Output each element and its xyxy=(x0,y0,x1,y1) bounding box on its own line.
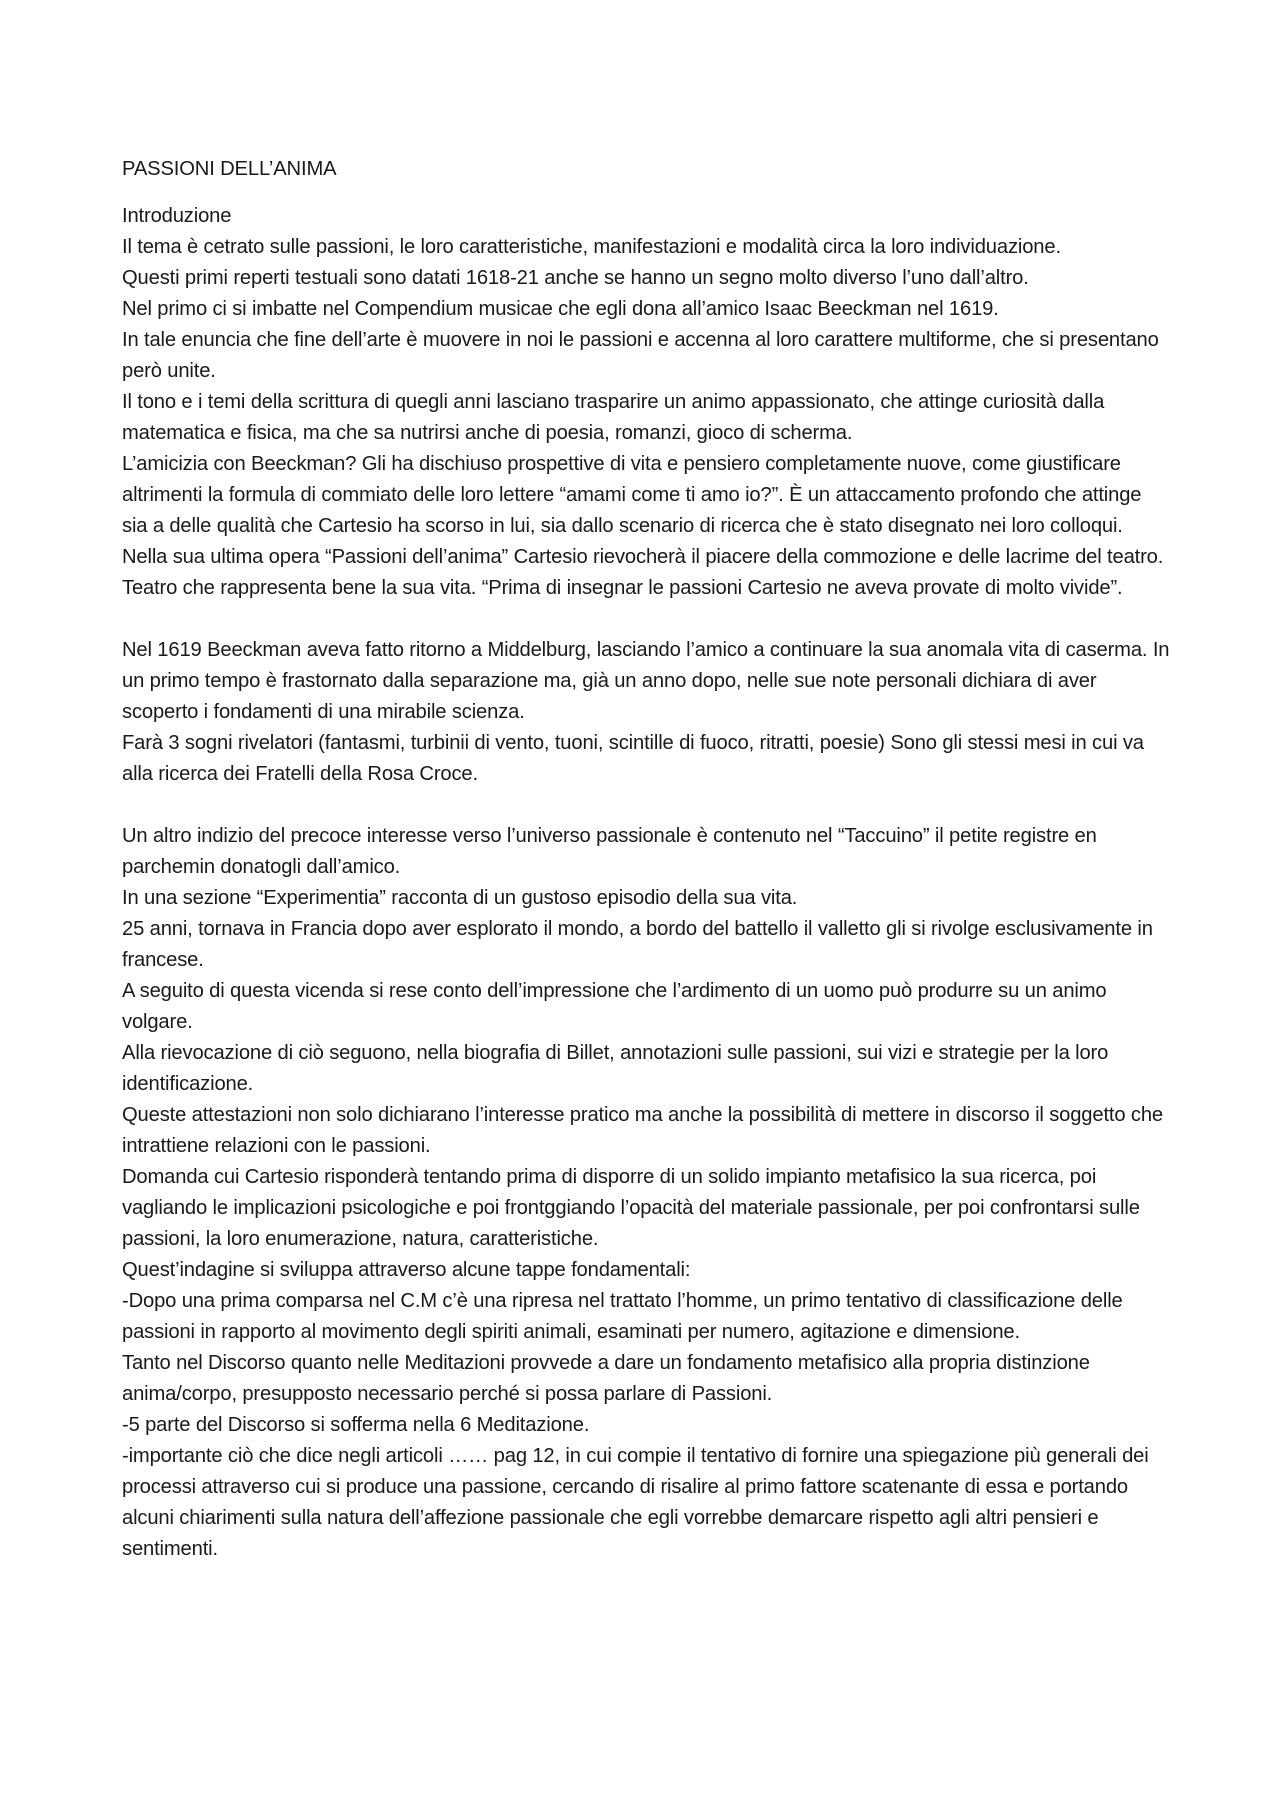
paragraph: Queste attestazioni non solo dichiarano l’interesse pratico ma anche la possibilità di mettere in discorso il soggetto che intrattiene relazioni con le passioni. xyxy=(122,1104,1164,1157)
paragraph: Un altro indizio del precoce interesse verso l’universo passionale è contenuto nel “Taccuino” il petite registre en parchemin donatogli dall’amico. xyxy=(122,825,1097,878)
blank-line xyxy=(122,604,1172,635)
document-title: PASSIONI DELL’ANIMA xyxy=(122,158,337,180)
paragraph: L’amicizia con Beeckman? Gli ha dischiuso prospettive di vita e pensiero completamente nuove, come giustificare altrimenti la formula di commiato delle loro lettere “amami come ti amo io?”. È un attaccamento profondo che attinge sia a delle qualità che Cartesio ha scorso in lui, sia dallo scenario di ricerca che è stato disegnato nei loro colloqui. xyxy=(122,453,1142,537)
paragraph: In una sezione “Experimentia” racconta di un gustoso episodio della sua vita. xyxy=(122,887,798,909)
paragraph: Il tono e i temi della scrittura di quegli anni lasciano trasparire un animo appassionato, che attinge curiosità dalla matematica e fisica, ma che sa nutrirsi anche di poesia, romanzi, gioco di scherma. xyxy=(122,391,1105,444)
paragraph: Nella sua ultima opera “Passioni dell’anima” Cartesio rievocherà il piacere della commozione e delle lacrime del teatro. Teatro che rappresenta bene la sua vita. “Prima di insegnar le passioni Cartesio ne aveva provate di molto vivide”. xyxy=(122,546,1164,599)
section-introduzione xyxy=(122,201,1172,604)
paragraph: 25 anni, tornava in Francia dopo aver esplorato il mondo, a bordo del battello il valletto gli si rivolge esclusivamente in francese. xyxy=(122,918,1153,971)
document-body xyxy=(122,154,1172,1565)
paragraph: In tale enuncia che fine dell’arte è muovere in noi le passioni e accenna al loro carattere multiforme, che si presentano però unite. xyxy=(122,329,1159,382)
paragraph: Nel primo ci si imbatte nel Compendium musicae che egli dona all’amico Isaac Beeckman nel 1619. xyxy=(122,298,999,320)
paragraph: Farà 3 sogni rivelatori (fantasmi, turbinii di vento, tuoni, scintille di fuoco, ritratti, poesie) Sono gli stessi mesi in cui va alla ricerca dei Fratelli della Rosa Croce. xyxy=(122,732,1144,785)
paragraph: -importante ciò che dice negli articoli …… pag 12, in cui compie il tentativo di fornire una spiegazione più generali dei processi attraverso cui si produce una passione, cercando di risalire al primo fattore scatenante di essa e portando alcuni chiarimenti sulla natura dell’affezione passionale che egli vorrebbe demarcare rispetto agli altri pensieri e sentimenti. xyxy=(122,1445,1149,1560)
paragraph: -Dopo una prima comparsa nel C.M c’è una ripresa nel trattato l’homme, un primo tentativo di classificazione delle passioni in rapporto al movimento degli spiriti animali, esaminati per numero, agitazione e dimensione. xyxy=(122,1290,1123,1343)
paragraph: Nel 1619 Beeckman aveva fatto ritorno a Middelburg, lasciando l’amico a continuare la sua anomala vita di caserma. In un primo tempo è frastornato dalla separazione ma, già un anno dopo, nelle sue note personali dichiara di aver scoperto i fondamenti di una mirabile scienza. xyxy=(122,639,1170,723)
paragraph: Introduzione xyxy=(122,205,232,227)
paragraph: Domanda cui Cartesio risponderà tentando prima di disporre di un solido impianto metafisico la sua ricerca, poi vagliando le implicazioni psicologiche e poi frontggiando l’opacità del materiale passionale, per poi confrontarsi sulle passioni, la loro enumerazione, natura, caratteristiche. xyxy=(122,1166,1140,1250)
paragraph: Alla rievocazione di ciò seguono, nella biografia di Billet, annotazioni sulle passioni, sui vizi e strategie per la loro identificazione. xyxy=(122,1042,1109,1095)
paragraph: Il tema è cetrato sulle passioni, le loro caratteristiche, manifestazioni e modalità circa la loro individuazione. xyxy=(122,236,1061,258)
paragraph: A seguito di questa vicenda si rese conto dell’impressione che l’ardimento di un uomo può produrre su un animo volgare. xyxy=(122,980,1107,1033)
paragraph: Tanto nel Discorso quanto nelle Meditazioni provvede a dare un fondamento metafisico alla propria distinzione anima/corpo, presupposto necessario perché si possa parlare di Passioni. xyxy=(122,1352,1090,1405)
paragraph: -5 parte del Discorso si sofferma nella 6 Meditazione. xyxy=(122,1414,590,1436)
paragraph: Quest’indagine si sviluppa attraverso alcune tappe fondamentali: xyxy=(122,1259,691,1281)
blank-line xyxy=(122,790,1172,821)
section-taccuino xyxy=(122,821,1172,1565)
section-middelburg xyxy=(122,635,1172,790)
paragraph: Questi primi reperti testuali sono datati 1618-21 anche se hanno un segno molto diverso l’uno dall’altro. xyxy=(122,267,1029,289)
